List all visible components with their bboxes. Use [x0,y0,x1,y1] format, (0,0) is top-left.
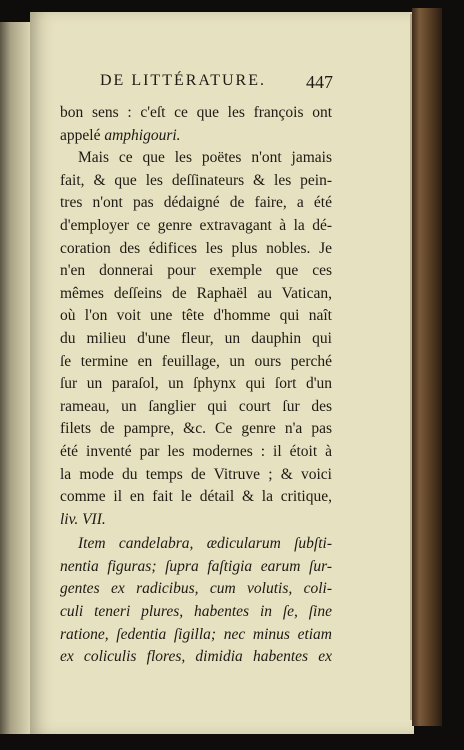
latin-line: Item candelabra, ædicularum ſubſti- [78,535,332,553]
text-line: liv. VII. [60,510,106,528]
text-fragment: appelé [60,126,101,144]
book-cover-edge [412,8,442,726]
latin-line: gentes ex radicibus, cum volutis, coli- [60,580,332,598]
text-line: fait, & que les deſſinateurs & les pein- [60,171,332,189]
latin-line: ex coliculis flores, dimidia habentes ex [60,648,332,666]
text-line: ſe termine en feuillage, un ours perché [60,352,332,370]
text-line: coration des édifices les plus nobles. Je [60,239,332,257]
text-line: filets de pampre, &c. Ce genre n'a pas [60,420,332,438]
text-line [60,125,332,148]
text-line: la mode du temps de Vitruve ; & voici [60,465,332,483]
latin-line: culi teneri plures, habentes in ſe, ſine [60,603,332,621]
text-line: mêmes deſſeins de Raphaël au Vatican, [60,284,332,302]
text-line: été inventé par les modernes : il étoit à [60,442,332,460]
text-line: rameau, un ſanglier qui court ſur des [60,397,332,415]
text-line: tres n'ont pas dédaigné de faire, a été [60,194,332,212]
text-line: d'employer ce genre extravagant à la dé- [60,216,332,234]
text-line: où l'on voit une tête d'homme qui naît [60,307,332,325]
page-number: 447 [306,72,333,92]
facing-page-edge [0,22,30,734]
text-line: ſur un paraſol, un ſphynx qui ſort d'un [60,375,332,393]
text-line: du milieu d'une fleur, un dauphin qui [60,329,332,347]
text-line: n'en donnerai pour exemple que ces [60,262,332,280]
text-line: Mais ce que les poëtes n'ont jamais [78,149,332,167]
italic-term: amphigouri. [104,126,181,144]
latin-line: ratione, ſedentia ſigilla; nec minus etiam [60,625,332,643]
text-line: comme il en fait le détail & la critique, [60,488,332,506]
latin-line: nentia figuras; ſupra faſtigia earum ſur- [60,557,332,575]
running-title: DE LITTÉRATURE. [100,72,266,89]
page-text [60,102,332,669]
text-line: bon sens : c'eſt ce que les françois ont [60,104,332,121]
